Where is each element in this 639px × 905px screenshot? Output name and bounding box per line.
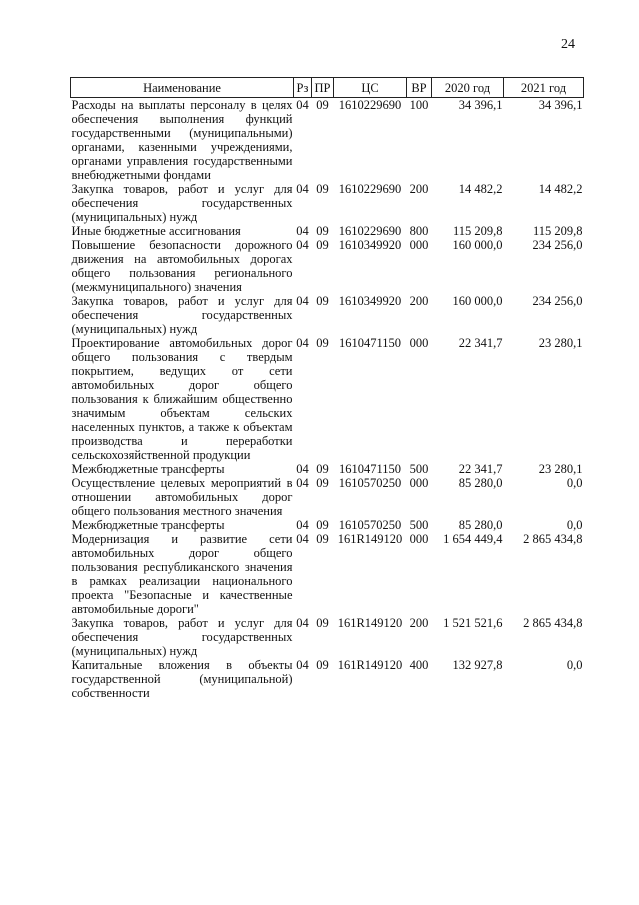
cell-2021: 34 396,1	[538, 98, 583, 112]
cell-vr: 500	[409, 518, 429, 532]
cell-vr: 400	[409, 658, 429, 672]
cell-rz: 04	[296, 98, 309, 112]
cell-vr: 800	[409, 224, 429, 238]
cell-pr: 09	[316, 238, 329, 252]
table-row	[71, 182, 584, 224]
cell-name: Межбюджетные трансферты	[71, 518, 225, 532]
cell-2020: 160 000,0	[452, 238, 503, 252]
cell-rz: 04	[296, 238, 309, 252]
cell-rz: 04	[296, 476, 309, 490]
cell-2020: 115 209,8	[452, 224, 503, 238]
cell-cs: 1610570250	[338, 518, 402, 532]
cell-2020: 1 521 521,6	[443, 616, 503, 630]
cell-rz: 04	[296, 518, 309, 532]
cell-vr: 200	[409, 294, 429, 308]
header-name: Наименование	[71, 78, 294, 98]
cell-name: Иные бюджетные ассигнования	[71, 224, 241, 238]
cell-rz: 04	[296, 182, 309, 196]
cell-cs: 1610229690	[338, 182, 402, 196]
cell-vr: 000	[409, 238, 429, 252]
cell-2021: 23 280,1	[538, 336, 583, 350]
cell-2021: 0,0	[566, 658, 583, 672]
header-cs: ЦС	[334, 78, 407, 98]
cell-2021: 2 865 434,8	[523, 532, 583, 546]
cell-rz: 04	[296, 658, 309, 672]
cell-rz: 04	[296, 532, 309, 546]
cell-cs: 1610229690	[338, 224, 402, 238]
cell-rz: 04	[296, 616, 309, 630]
cell-2021: 234 256,0	[532, 294, 583, 308]
cell-vr: 000	[409, 336, 429, 350]
cell-pr: 09	[316, 462, 329, 476]
cell-2020: 85 280,0	[458, 476, 503, 490]
cell-2020: 160 000,0	[452, 294, 503, 308]
table-row	[71, 336, 584, 462]
header-vr: ВР	[407, 78, 432, 98]
table-row	[71, 518, 584, 532]
cell-2020: 34 396,1	[458, 98, 503, 112]
cell-pr: 09	[316, 658, 329, 672]
cell-vr: 100	[409, 98, 429, 112]
cell-vr: 000	[409, 476, 429, 490]
cell-name: Капитальные вложения в объекты государственной (муниципальной) собственности	[71, 658, 293, 700]
header-pr: ПР	[312, 78, 334, 98]
table-row	[71, 658, 584, 700]
cell-2020: 22 341,7	[458, 462, 503, 476]
cell-cs: 1610471150	[338, 336, 402, 350]
cell-2021: 115 209,8	[532, 224, 583, 238]
cell-pr: 09	[316, 182, 329, 196]
cell-2021: 14 482,2	[538, 182, 583, 196]
cell-vr: 200	[409, 616, 429, 630]
cell-pr: 09	[316, 532, 329, 546]
cell-2021: 0,0	[566, 518, 583, 532]
cell-pr: 09	[316, 336, 329, 350]
cell-cs: 1610471150	[338, 462, 402, 476]
cell-2021: 234 256,0	[532, 238, 583, 252]
cell-2021: 0,0	[566, 476, 583, 490]
cell-rz: 04	[296, 224, 309, 238]
cell-name: Закупка товаров, работ и услуг для обеспечения государственных (муниципальных) нужд	[71, 616, 293, 658]
page-number: 24	[561, 37, 575, 52]
cell-2020: 132 927,8	[452, 658, 503, 672]
table-row	[71, 532, 584, 616]
cell-vr: 000	[409, 532, 429, 546]
cell-rz: 04	[296, 336, 309, 350]
table-row	[71, 616, 584, 658]
table-row	[71, 462, 584, 476]
cell-name: Закупка товаров, работ и услуг для обеспечения государственных (муниципальных) нужд	[71, 182, 293, 224]
cell-pr: 09	[316, 224, 329, 238]
table-row	[71, 476, 584, 518]
budget-table	[70, 77, 584, 700]
table-header-row	[71, 78, 584, 98]
header-rz: Рз	[294, 78, 312, 98]
cell-rz: 04	[296, 462, 309, 476]
table-row	[71, 238, 584, 294]
table-row	[71, 224, 584, 238]
cell-2021: 2 865 434,8	[523, 616, 583, 630]
cell-2020: 1 654 449,4	[443, 532, 503, 546]
header-2021: 2021 год	[504, 78, 584, 98]
cell-2021: 23 280,1	[538, 462, 583, 476]
cell-pr: 09	[316, 518, 329, 532]
cell-vr: 500	[409, 462, 429, 476]
cell-name: Закупка товаров, работ и услуг для обеспечения государственных (муниципальных) нужд	[71, 294, 293, 336]
cell-2020: 85 280,0	[458, 518, 503, 532]
cell-pr: 09	[316, 98, 329, 112]
cell-cs: 161R149120	[337, 616, 403, 630]
cell-cs: 161R149120	[337, 532, 403, 546]
cell-pr: 09	[316, 294, 329, 308]
cell-name: Модернизация и развитие сети автомобильных дорог общего пользования республиканского значения в рамках реализации национального проекта "Безопасные и качественные автомобильные дороги"	[71, 532, 293, 616]
cell-name: Проектирование автомобильных дорог общего пользования с твердым покрытием, ведущих от сети автомобильных дорог общего пользования к ближайшим общественно значимым объектам сельских населенных пунктов, а также к объектам производства и переработки сельскохозяйственной продукции	[71, 336, 293, 462]
cell-name: Повышение безопасности дорожного движения на автомобильных дорогах общего пользования регионального (межмуниципального) значения	[71, 238, 293, 294]
cell-2020: 22 341,7	[458, 336, 503, 350]
cell-name: Межбюджетные трансферты	[71, 462, 225, 476]
cell-cs: 161R149120	[337, 658, 403, 672]
cell-cs: 1610349920	[338, 238, 402, 252]
cell-vr: 200	[409, 182, 429, 196]
cell-name: Расходы на выплаты персоналу в целях обеспечения выполнения функций государственными (муниципальными) органами, казенными учреждениями, органами управления государственными внебюджетными фондами	[71, 98, 293, 182]
header-2020: 2020 год	[432, 78, 504, 98]
cell-2020: 14 482,2	[458, 182, 503, 196]
cell-pr: 09	[316, 476, 329, 490]
cell-rz: 04	[296, 294, 309, 308]
cell-cs: 1610229690	[338, 98, 402, 112]
cell-cs: 1610349920	[338, 294, 402, 308]
cell-cs: 1610570250	[338, 476, 402, 490]
table-row	[71, 98, 584, 183]
cell-pr: 09	[316, 616, 329, 630]
table-row	[71, 294, 584, 336]
cell-name: Осуществление целевых мероприятий в отношении автомобильных дорог общего пользования местного значения	[71, 476, 293, 518]
